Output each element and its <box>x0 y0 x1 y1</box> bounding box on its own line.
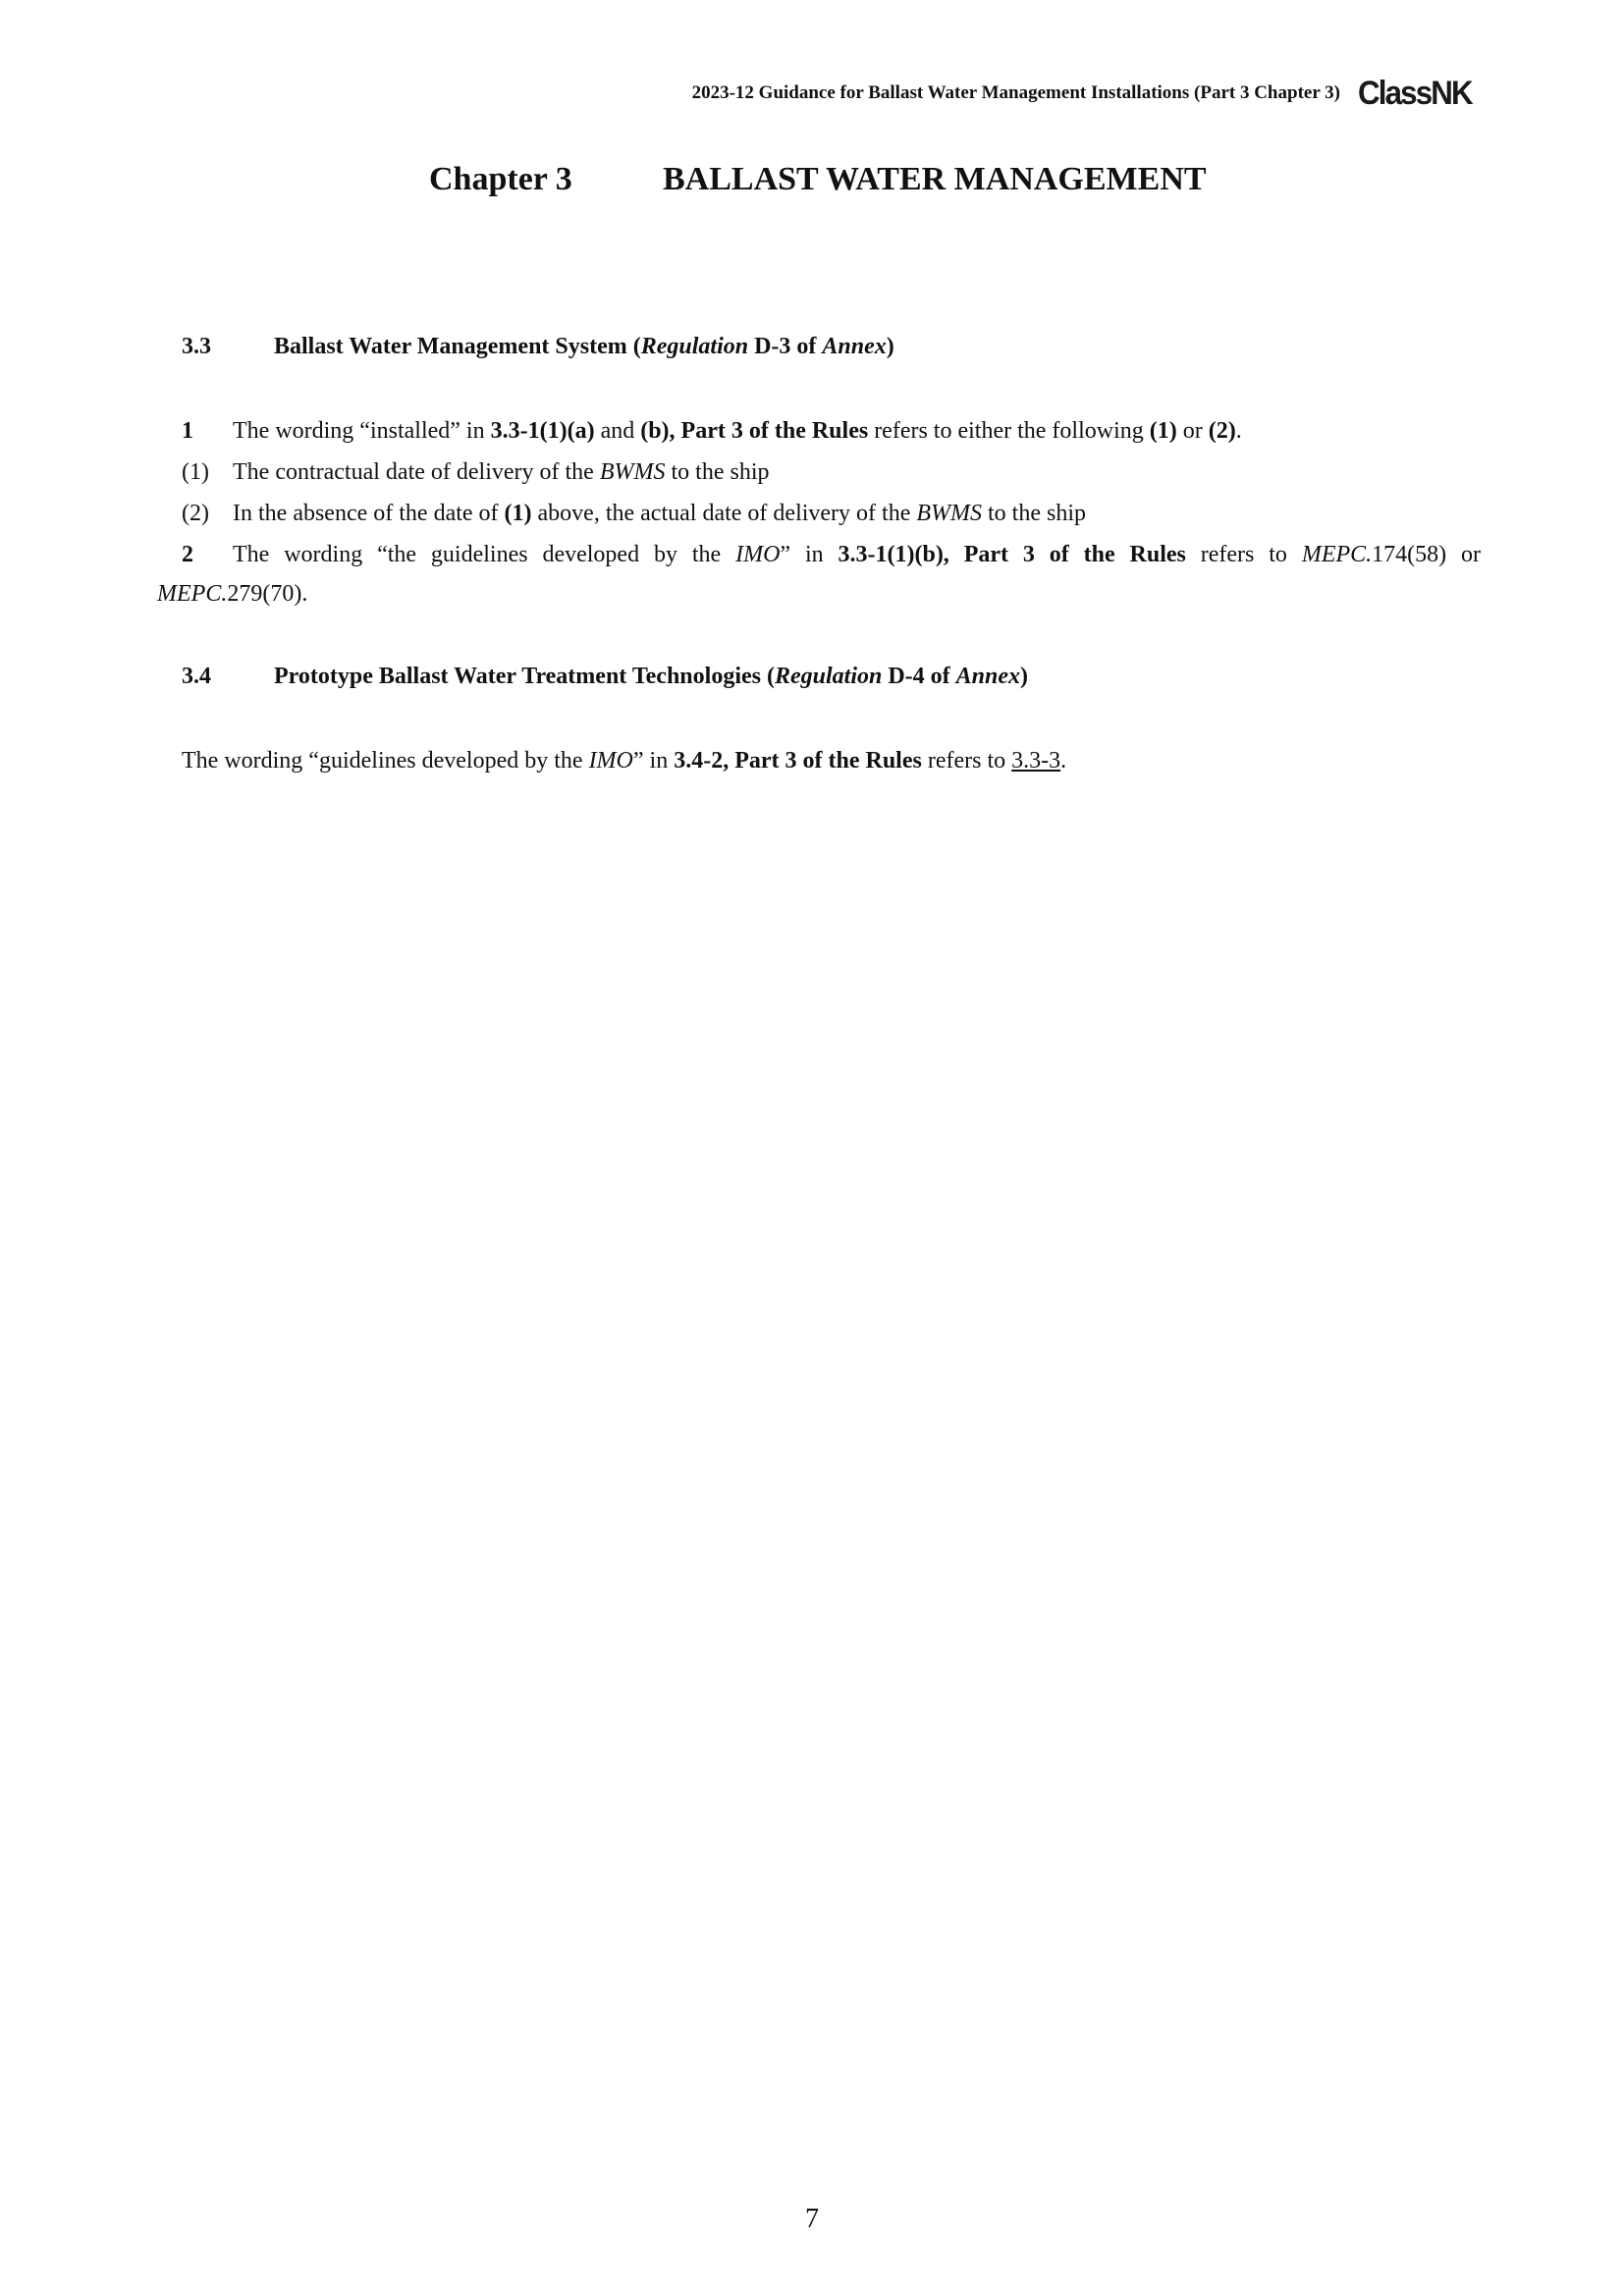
classnk-logo: ClassNK <box>1358 75 1472 112</box>
paragraph-number: 1 <box>182 418 193 444</box>
paragraph-number: 2 <box>182 542 193 567</box>
section-number: 3.4 <box>182 664 211 689</box>
section-title: Ballast Water Management System (Regulation D-3 of Annex) <box>274 334 894 359</box>
list-item-label: (2) <box>182 501 209 526</box>
list-item-label: (1) <box>182 459 209 485</box>
list-item-text: In the absence of the date of (1) above, the actual date of delivery of the BWMS to the ship <box>233 501 1087 526</box>
running-header: 2023-12 Guidance for Ballast Water Management Installations (Part 3 Chapter 3) <box>691 82 1340 103</box>
chapter-number: Chapter 3 <box>429 161 572 197</box>
cross-reference-link[interactable]: 3.3-3 <box>1011 748 1061 774</box>
list-item-text: The contractual date of delivery of the BWMS to the ship <box>233 459 770 485</box>
paragraph-text: The wording “installed” in 3.3-1(1)(a) and (b), Part 3 of the Rules refers to either the following (1) or (2). <box>233 418 1242 444</box>
paragraph-2-continuation: MEPC.279(70). <box>157 581 308 607</box>
section-3-4-paragraph: The wording “guidelines developed by the IMO” in 3.4-2, Part 3 of the Rules refers to 3.3-3. <box>182 748 1067 774</box>
page-number: 7 <box>805 2204 819 2234</box>
section-number: 3.3 <box>182 334 211 359</box>
chapter-name: BALLAST WATER MANAGEMENT <box>663 161 1207 197</box>
paragraph-2-text: The wording “the guidelines developed by the IMO” in 3.3-1(1)(b), Part 3 of the Rules refers to MEPC.174(58) or <box>233 542 1482 567</box>
section-title: Prototype Ballast Water Treatment Technologies (Regulation D-4 of Annex) <box>274 664 1029 689</box>
